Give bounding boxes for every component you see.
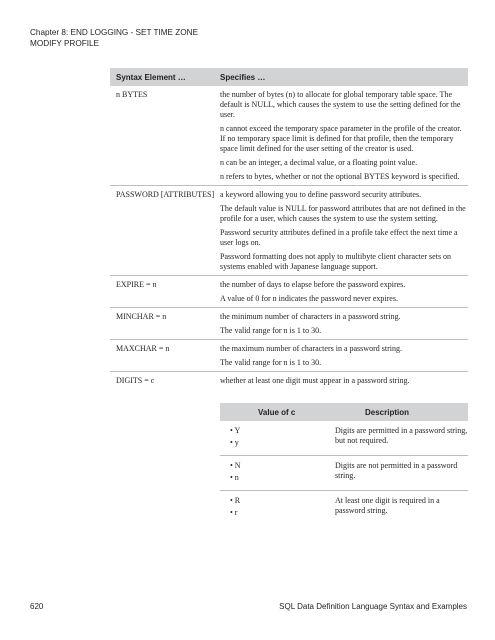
- description-paragraph: The valid range for n is 1 to 30.: [220, 358, 322, 367]
- book-title: SQL Data Definition Language Syntax and Examples: [279, 602, 467, 611]
- description-paragraph: the number of days to elapse before the password expires.: [220, 280, 406, 289]
- list-item: • R: [230, 496, 241, 505]
- value-list: [220, 459, 335, 485]
- value-description: At least one digit is required in a password string.: [335, 496, 440, 515]
- description-paragraph: The valid range for n is 1 to 30.: [220, 326, 322, 335]
- table-row: [110, 186, 468, 276]
- syntax-element: EXPIRE = n: [116, 280, 157, 289]
- description: [220, 344, 468, 368]
- table-row: [110, 86, 468, 186]
- description-paragraph: n cannot exceed the temporary space parameter in the profile of the creator. If no temporary space limit is defined for that profile, then the temporary space limit defined for the user setting of the creator is used.: [220, 124, 462, 153]
- col-header-syntax-element: Syntax Element …: [116, 73, 186, 82]
- description-paragraph: the maximum number of characters in a password string.: [220, 344, 402, 353]
- table-row: [220, 456, 468, 491]
- syntax-element: MAXCHAR = n: [116, 344, 170, 353]
- col-header-description: Description: [365, 408, 410, 417]
- running-header: [30, 28, 198, 49]
- description: [220, 312, 468, 336]
- subtable-header: [220, 403, 468, 421]
- value-list: [220, 424, 335, 450]
- col-header-specifies: Specifies …: [220, 73, 266, 82]
- table-row: [110, 308, 468, 340]
- value-description: Digits are not permitted in a password string.: [335, 461, 458, 480]
- description-paragraph: n can be an integer, a decimal value, or a floating point value.: [220, 158, 418, 167]
- table-header: [110, 68, 468, 86]
- syntax-element: DIGITS = c: [116, 376, 155, 385]
- section-title: MODIFY PROFILE: [30, 38, 99, 48]
- description-paragraph: The default value is NULL for password attributes that are not defined in the profile for a user, which causes the system to use the system setting.: [220, 204, 466, 223]
- description-paragraph: n refers to bytes, whether or not the optional BYTES keyword is specified.: [220, 172, 460, 181]
- list-item: • y: [230, 438, 239, 447]
- description: [220, 90, 468, 182]
- description-paragraph: a keyword allowing you to define password security attributes.: [220, 190, 422, 199]
- col-header-value-of-c: Value of c: [258, 408, 296, 417]
- syntax-table: [110, 86, 468, 389]
- description-paragraph: A value of 0 for n indicates the password never expires.: [220, 294, 398, 303]
- syntax-element: n BYTES: [116, 90, 148, 99]
- description-paragraph: the minimum number of characters in a password string.: [220, 312, 401, 321]
- description: [220, 280, 468, 304]
- description-paragraph: whether at least one digit must appear in a password string.: [220, 376, 410, 385]
- table-row: [110, 340, 468, 372]
- description-paragraph: Password formatting does not apply to multibyte client character sets on systems enabled with Japanese language support.: [220, 252, 452, 271]
- table-row: [220, 491, 468, 525]
- description-paragraph: Password security attributes defined in a profile take effect the next time a user logs on.: [220, 228, 458, 247]
- list-item: • N: [230, 461, 241, 470]
- list-item: • Y: [230, 426, 241, 435]
- list-item: • n: [230, 473, 239, 482]
- chapter-title: Chapter 8: END LOGGING - SET TIME ZONE: [30, 28, 199, 37]
- table-row: [220, 421, 468, 456]
- value-description: Digits are permitted in a password string, but not required.: [335, 426, 468, 445]
- description: [220, 190, 468, 272]
- list-item: • r: [230, 508, 238, 517]
- value-list: [220, 494, 335, 520]
- digits-value-table: [220, 403, 468, 525]
- table-row: [110, 372, 468, 389]
- page-number: 620: [30, 602, 44, 611]
- syntax-element: PASSWORD [ATTRIBUTES]: [116, 190, 215, 199]
- syntax-element: MINCHAR = n: [116, 312, 167, 321]
- description-paragraph: the number of bytes (n) to allocate for global temporary table space. The default is NULL, which causes the system to use the setting defined for the user.: [220, 90, 461, 119]
- description: [220, 376, 468, 386]
- table-row: [110, 276, 468, 308]
